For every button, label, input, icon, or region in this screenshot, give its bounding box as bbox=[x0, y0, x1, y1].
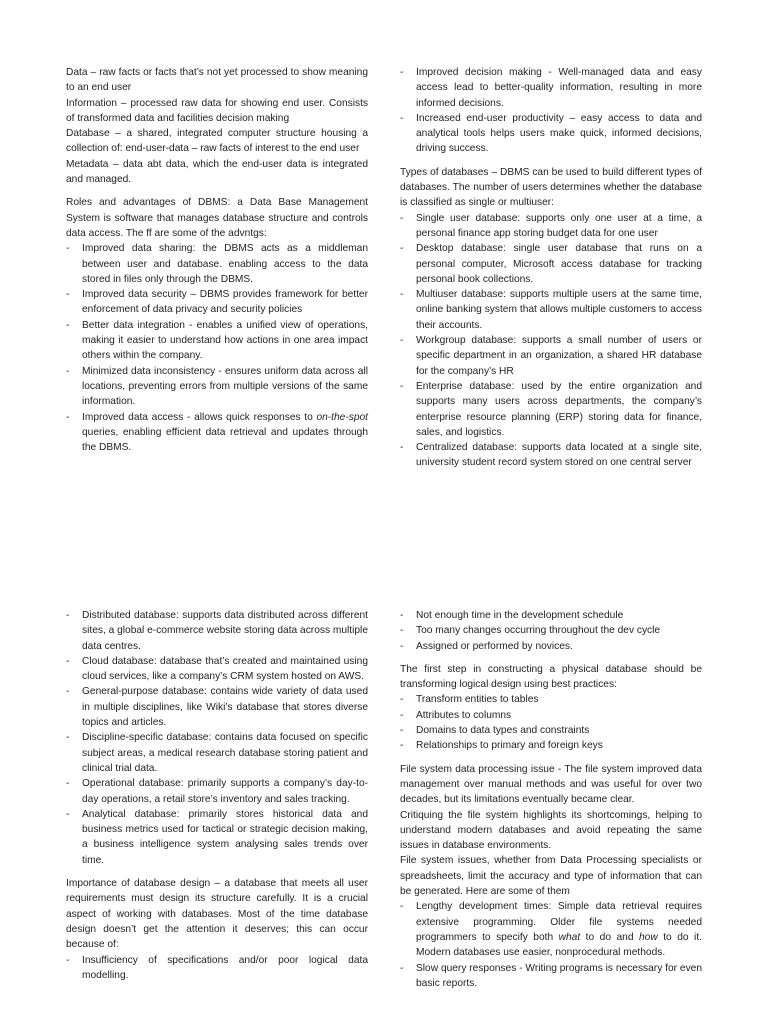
list-dash: - bbox=[66, 319, 70, 331]
list-item: - Cloud database: database that’s created and maintained using cloud services, like a company’s CRM system hosted on AWS. bbox=[66, 655, 368, 683]
list-dash: - bbox=[66, 365, 70, 377]
list-item: - Slow query responses - Writing programs is necessary for even basic reports. bbox=[400, 962, 702, 989]
list-item: - Improved data security – DBMS provides framework for better enforcement of data privacy and security policies bbox=[66, 289, 368, 316]
list-dash: - bbox=[66, 610, 70, 621]
list-item: - Discipline-specific database: contains data focused on specific subject areas, a medical research database storing patient and clinical trial data. bbox=[66, 732, 368, 774]
types-intro-paragraph: Types of databases – DBMS can be used to build different types of databases. The number of users determines whether the database is classified as single or multiuser: bbox=[400, 166, 702, 209]
column-bottom-right bbox=[400, 608, 702, 991]
list-item: - Improved data sharing: the DBMS acts as a middleman between user and database. enabling access to the data stored in files only through the DBMS. bbox=[66, 243, 368, 285]
list-dash: - bbox=[400, 289, 404, 301]
list-dash: - bbox=[400, 901, 404, 913]
list-dash: - bbox=[66, 686, 70, 698]
list-item: - Not enough time in the development schedule bbox=[400, 608, 702, 623]
list-item: - General-purpose database: contains wide variety of data used in multiple disciplines, like Wiki’s database that stores diverse topics and articles. bbox=[66, 686, 368, 729]
list-dash: - bbox=[66, 243, 70, 255]
definition-metadata: Metadata – data abt data, which the end-user data is integrated and managed. bbox=[66, 158, 368, 186]
list-dash: - bbox=[66, 732, 70, 744]
column-bottom-left bbox=[66, 608, 368, 983]
file-system-paragraph: File system issues, whether from Data Processing specialists or spreadsheets, limit the accuracy and type of information that can be generated. Here are some of them bbox=[400, 855, 702, 898]
list-item: - Too many changes occurring throughout the dev cycle bbox=[400, 623, 702, 638]
design-intro-paragraph: Importance of database design – a database that meets all user requirements must design its structure carefully. It is a crucial aspect of working with databases. Most of the time database design doesn’t get the attention it deserves; this can occur because of: bbox=[66, 878, 368, 951]
list-item: - Multiuser database: supports multiple users at the same time, online banking system that allows multiple customers to access their accounts. bbox=[400, 289, 702, 331]
list-item: - Relationships to primary and foreign keys bbox=[400, 738, 702, 753]
list-dash: - bbox=[400, 67, 404, 78]
list-item: - Attributes to columns bbox=[400, 708, 702, 723]
column-top-right bbox=[400, 65, 702, 471]
list-item: - Minimized data inconsistency - ensures uniform data across all locations, preventing errors from multiple versions of the same information. bbox=[66, 365, 368, 408]
file-system-issues-list bbox=[400, 899, 702, 991]
list-item: - Improved decision making - Well-managed data and easy access lead to better-quality information, resulting in more informed decisions. bbox=[400, 67, 702, 109]
list-dash: - bbox=[66, 954, 70, 966]
database-types-list-continued bbox=[66, 608, 368, 868]
file-system-paragraph: Critiquing the file system highlights its shortcomings, helping to understand modern databases and avoid repeating the same issues in database environments. bbox=[400, 809, 702, 852]
physical-design-steps-list bbox=[400, 692, 702, 753]
list-item: - Domains to data types and constraints bbox=[400, 723, 702, 738]
list-dash: - bbox=[66, 655, 70, 667]
roles-intro-paragraph: Roles and advantages of DBMS: a Data Base Management System is software that manages database structure and controls data access. The ff are some of the advntgs: bbox=[66, 197, 368, 239]
list-item: - Lengthy development times: Simple data retrieval requires extensive programming. Older file systems needed programmers to specify both what to do and how to do it. Modern databases use easier, nonprocedural methods. bbox=[400, 901, 702, 959]
file-system-paragraph: File system data processing issue - The file system improved data management over manual methods and was useful for over two decades, but its limitations eventually became clear. bbox=[400, 763, 702, 806]
list-dash: - bbox=[400, 243, 404, 255]
list-item: - Better data integration - enables a unified view of operations, making it easier to understand how actions in one area impact others within the company. bbox=[66, 319, 368, 362]
list-dash: - bbox=[400, 709, 404, 721]
design-issues-list-continued bbox=[400, 608, 702, 654]
list-item: - Enterprise database: used by the entire organization and supports many users across departments, the company’s enterprise resource planning (ERP) storing data for finance, sales, and logistics. bbox=[400, 380, 702, 438]
design-issues-list bbox=[66, 953, 368, 984]
emphasis-text: what bbox=[558, 931, 581, 943]
list-item: - Single user database: supports only one user at a time, a personal finance app storing budget data for one user bbox=[400, 212, 702, 239]
list-dash: - bbox=[400, 625, 404, 637]
list-item: - Distributed database: supports data distributed across different sites, a global e-commerce website storing data across multiple data centres. bbox=[66, 610, 368, 652]
list-dash: - bbox=[400, 640, 404, 652]
list-item: - Centralized database: supports data located at a single site, university student record system stored on one central server bbox=[400, 442, 702, 469]
roles-advantages-list bbox=[66, 241, 368, 455]
list-dash: - bbox=[400, 112, 404, 124]
list-item: - Analytical database: primarily stores historical data and business metrics used for tactical or strategic decision making, a business intelligence system analysing sales trends over time. bbox=[66, 808, 368, 866]
emphasis-text: how bbox=[639, 931, 658, 943]
list-dash: - bbox=[400, 962, 404, 974]
list-dash: - bbox=[400, 442, 404, 454]
list-dash: - bbox=[400, 380, 404, 392]
advantages-list-continued bbox=[400, 65, 702, 157]
list-dash: - bbox=[66, 289, 70, 301]
definition-data: Data – raw facts or facts that’s not yet processed to show meaning to an end user bbox=[66, 67, 368, 94]
list-item: - Transform entities to tables bbox=[400, 692, 702, 707]
list-item: - Workgroup database: supports a small number of users or specific department in an organization, a shared HR database for the company’s HR bbox=[400, 335, 702, 377]
list-dash: - bbox=[66, 808, 70, 820]
list-dash: - bbox=[66, 411, 70, 423]
list-item: - Improved data access - allows quick responses to on-the-spot queries, enabling efficient data retrieval and updates through the DBMS. bbox=[66, 411, 368, 454]
list-dash: - bbox=[400, 335, 404, 347]
list-dash: - bbox=[400, 725, 404, 737]
physical-design-intro: The first step in constructing a physical database should be transforming logical design using best practices: bbox=[400, 663, 702, 691]
emphasis-text: on-the-spot bbox=[316, 411, 368, 423]
list-item: - Increased end-user productivity – easy access to data and analytical tools helps users make quick, informed decisions, driving success. bbox=[400, 112, 702, 155]
list-dash: - bbox=[400, 212, 404, 224]
column-top-left bbox=[66, 65, 368, 455]
list-item: - Insufficiency of specifications and/or poor logical data modelling. bbox=[66, 954, 368, 981]
database-types-list bbox=[400, 211, 702, 471]
list-dash: - bbox=[400, 694, 404, 706]
definition-database: Database – a shared, integrated computer structure housing a collection of: end-user-data – raw facts of interest to the end user bbox=[66, 128, 368, 155]
list-dash: - bbox=[400, 740, 404, 752]
list-item: - Desktop database: single user database that runs on a personal computer, Microsoft access database for tracking personal book collections. bbox=[400, 243, 702, 285]
list-dash: - bbox=[66, 778, 70, 790]
list-item: - Operational database: primarily supports a company’s day-to-day operations, a retail store’s inventory and sales tracking. bbox=[66, 778, 368, 805]
list-item: - Assigned or performed by novices. bbox=[400, 639, 702, 654]
list-dash: - bbox=[400, 610, 404, 621]
definition-information: Information – processed raw data for showing end user. Consists of transformed data and facilities decision making bbox=[66, 97, 368, 124]
